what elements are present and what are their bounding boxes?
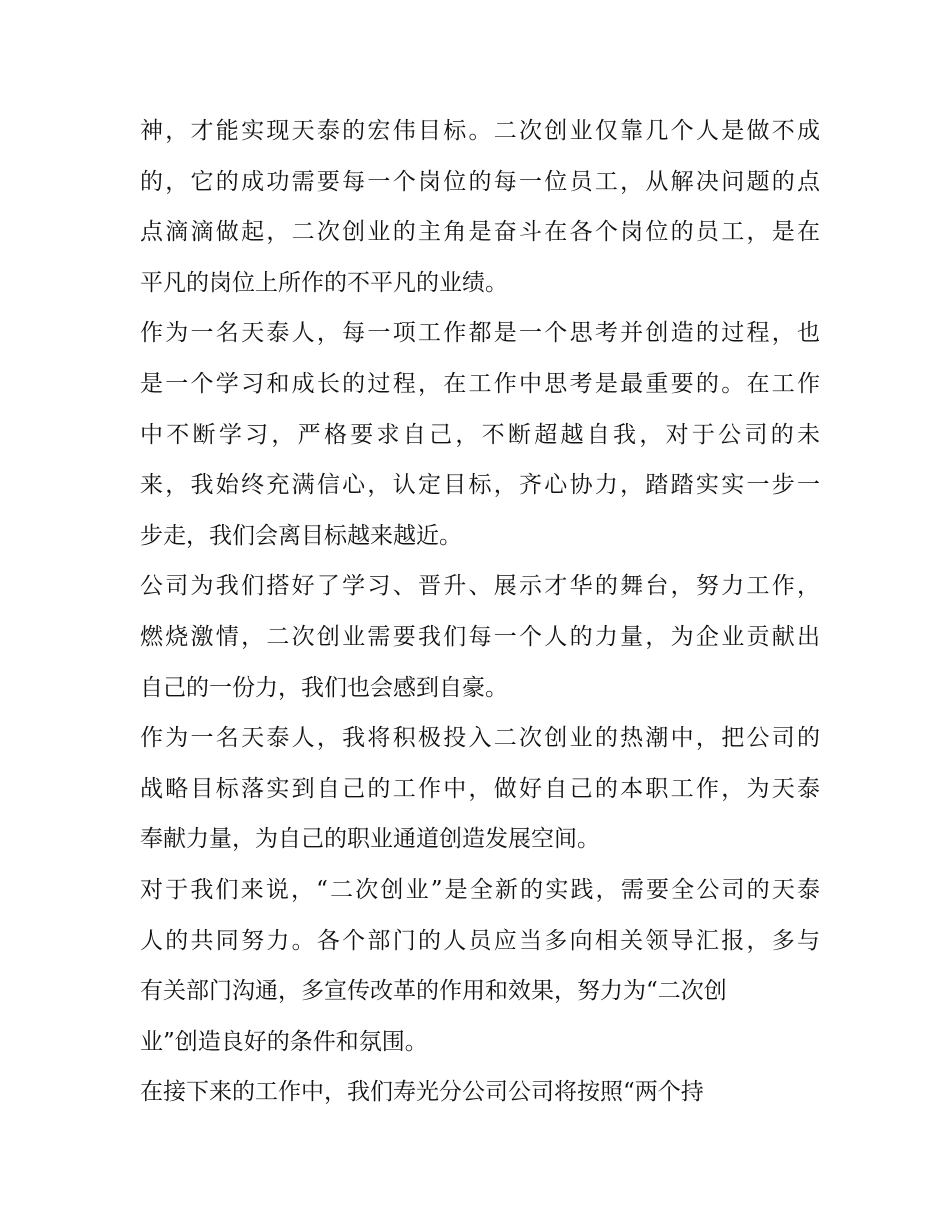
text-line: 奉献力量，为自己的职业通道创造发展空间。 xyxy=(140,826,600,853)
text-line: 来，我始终充满信心，认定目标，齐心协力，踏踏实实一步一 xyxy=(140,472,820,499)
text-line: 平凡的岗位上所作的不平凡的业绩。 xyxy=(140,269,508,296)
document-body xyxy=(140,106,820,1118)
text-line: 战略目标落实到自己的工作中，做好自己的本职工作，为天泰 xyxy=(140,775,820,802)
text-line: 业”创造良好的条件和氛围。 xyxy=(140,1028,428,1055)
text-line: 燃烧激情，二次创业需要我们每一个人的力量，为企业贡献出 xyxy=(140,623,820,650)
text-line: 在接下来的工作中，我们寿光分公司公司将按照“两个持 xyxy=(140,1079,704,1106)
text-line: 作为一名天泰人，每一项工作都是一个思考并创造的过程，也 xyxy=(140,320,820,347)
text-line: 步走，我们会离目标越来越近。 xyxy=(140,522,462,549)
text-line: 中不断学习，严格要求自己，不断超越自我，对于公司的未 xyxy=(140,421,820,448)
text-line: 对于我们来说，“二次创业”是全新的实践，需要全公司的天泰 xyxy=(140,876,820,903)
text-line: 点滴滴做起，二次创业的主角是奋斗在各个岗位的员工，是在 xyxy=(140,219,820,246)
text-line: 是一个学习和成长的过程，在工作中思考是最重要的。在工作 xyxy=(140,370,820,397)
text-line: 的，它的成功需要每一个岗位的每一位员工，从解决问题的点 xyxy=(140,168,820,195)
text-line: 自己的一份力，我们也会感到自豪。 xyxy=(140,674,508,701)
text-line: 神，才能实现天泰的宏伟目标。二次创业仅靠几个人是做不成 xyxy=(140,118,820,144)
text-line: 公司为我们搭好了学习、晋升、展示才华的舞台，努力工作， xyxy=(140,573,820,600)
text-line: 人的共同努力。各个部门的人员应当多向相关领导汇报，多与 xyxy=(140,927,820,954)
text-line: 作为一名天泰人，我将积极投入二次创业的热潮中，把公司的 xyxy=(140,725,820,752)
text-line: 有关部门沟通，多宣传改革的作用和效果，努力为“二次创 xyxy=(140,978,727,1005)
